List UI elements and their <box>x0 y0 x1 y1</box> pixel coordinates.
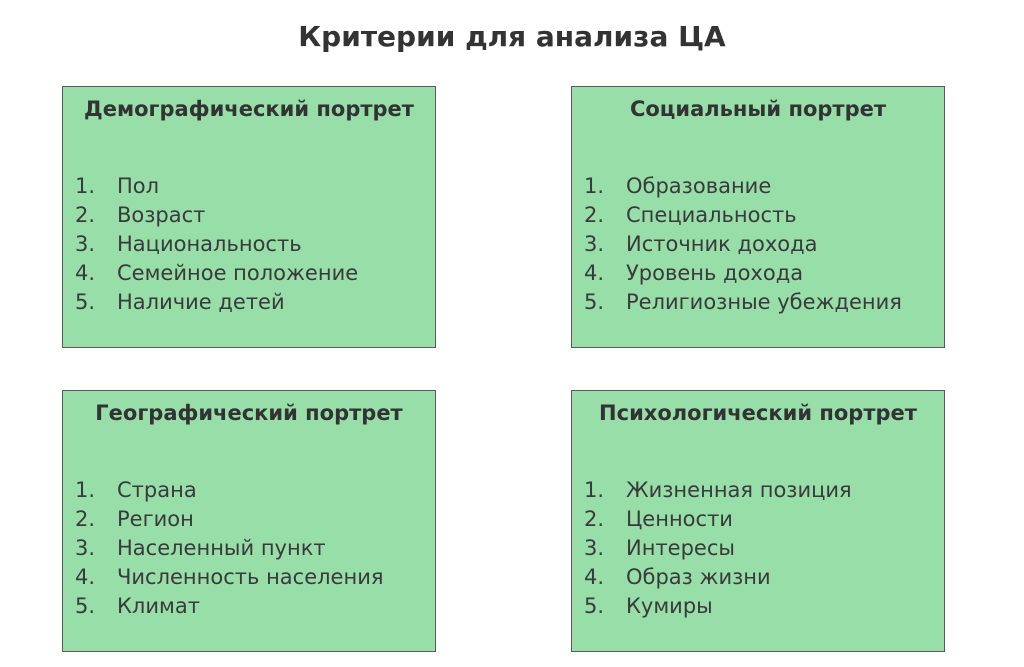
list-item <box>75 592 384 621</box>
card-psychological-portrait <box>571 390 945 652</box>
list-item <box>75 201 358 230</box>
item-number: 4. <box>584 261 605 285</box>
item-number: 5. <box>584 594 605 618</box>
list-item <box>584 476 852 505</box>
list-item <box>584 592 852 621</box>
list-item <box>75 476 384 505</box>
card-title: Психологический портрет <box>599 401 917 425</box>
item-number: 2. <box>75 203 96 227</box>
item-text: Кумиры <box>626 594 713 618</box>
item-text: Источник дохода <box>626 232 818 256</box>
item-number: 4. <box>75 565 96 589</box>
item-text: Климат <box>117 594 200 618</box>
card-title: Географический портрет <box>95 401 403 425</box>
item-text: Ценности <box>626 507 733 531</box>
item-text: Возраст <box>117 203 206 227</box>
criteria-list <box>584 476 852 621</box>
list-item <box>75 534 384 563</box>
item-number: 3. <box>75 536 96 560</box>
list-item <box>584 259 902 288</box>
card-demographic-portrait <box>62 86 436 348</box>
item-number: 3. <box>584 536 605 560</box>
item-number: 1. <box>75 174 96 198</box>
item-text: Регион <box>117 507 194 531</box>
list-item <box>584 172 902 201</box>
card-social-portrait <box>571 86 945 348</box>
item-number: 5. <box>584 290 605 314</box>
list-item <box>584 288 902 317</box>
card-title: Демографический портрет <box>84 97 414 121</box>
item-text: Пол <box>117 174 160 198</box>
list-item <box>584 534 852 563</box>
item-number: 3. <box>75 232 96 256</box>
list-item <box>584 505 852 534</box>
item-text: Уровень дохода <box>626 261 804 285</box>
item-number: 4. <box>584 565 605 589</box>
card-title: Социальный портрет <box>629 97 887 121</box>
item-text: Семейное положение <box>117 261 359 285</box>
criteria-list <box>75 476 384 621</box>
item-number: 2. <box>75 507 96 531</box>
item-number: 1. <box>584 478 605 502</box>
item-text: Населенный пункт <box>117 536 326 560</box>
criteria-list <box>75 172 358 317</box>
item-text: Страна <box>117 478 197 502</box>
list-item <box>75 172 358 201</box>
item-number: 2. <box>584 507 605 531</box>
item-text: Национальность <box>117 232 302 256</box>
list-item <box>75 563 384 592</box>
item-text: Специальность <box>626 203 797 227</box>
item-number: 5. <box>75 290 96 314</box>
item-text: Религиозные убеждения <box>626 290 902 314</box>
item-text: Образ жизни <box>626 565 771 589</box>
diagram-title: Критерии для анализа ЦА <box>298 20 726 53</box>
item-number: 1. <box>584 174 605 198</box>
list-item <box>584 563 852 592</box>
item-number: 4. <box>75 261 96 285</box>
criteria-list <box>584 172 902 317</box>
item-number: 1. <box>75 478 96 502</box>
item-number: 2. <box>584 203 605 227</box>
list-item <box>584 201 902 230</box>
item-number: 5. <box>75 594 96 618</box>
item-text: Численность населения <box>117 565 384 589</box>
list-item <box>75 230 358 259</box>
list-item <box>75 259 358 288</box>
item-text: Наличие детей <box>117 290 285 314</box>
item-text: Интересы <box>626 536 735 560</box>
card-geographic-portrait <box>62 390 436 652</box>
item-number: 3. <box>584 232 605 256</box>
list-item <box>584 230 902 259</box>
item-text: Жизненная позиция <box>626 478 852 502</box>
list-item <box>75 505 384 534</box>
item-text: Образование <box>626 174 772 198</box>
list-item <box>75 288 358 317</box>
